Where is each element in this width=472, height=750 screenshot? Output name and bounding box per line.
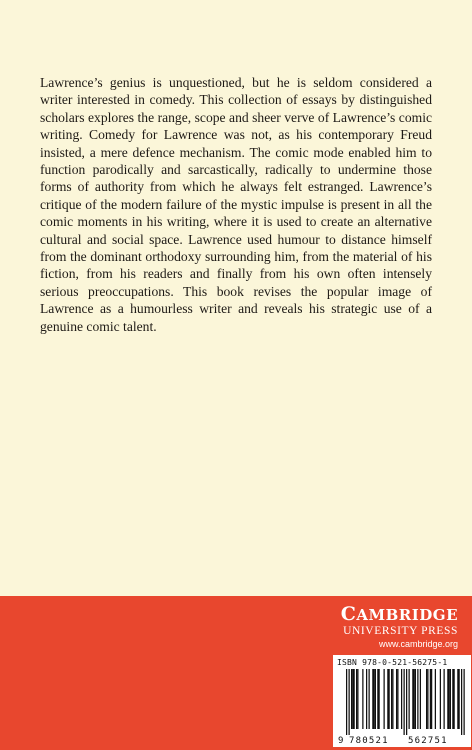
barcode-bar — [397, 669, 398, 729]
barcode-bar — [377, 669, 378, 729]
barcode-bar — [366, 669, 367, 729]
barcode-bar — [440, 669, 441, 729]
publisher-subtitle: UNIVERSITY PRESS — [343, 625, 458, 637]
barcode-bar — [349, 669, 350, 735]
barcode-bar — [447, 669, 448, 729]
barcode-bars — [346, 669, 465, 735]
barcode-bar — [406, 669, 407, 735]
barcode-bar — [417, 669, 418, 729]
publisher-name-initial: C — [340, 603, 357, 625]
barcode-bar — [352, 669, 353, 729]
barcode-panel — [333, 655, 471, 747]
barcode-bar — [450, 669, 451, 729]
barcode-bar — [374, 669, 375, 729]
barcode-bar — [379, 669, 380, 729]
barcode-bar — [464, 669, 465, 735]
barcode-bar — [435, 669, 436, 729]
barcode-bar — [384, 669, 385, 729]
barcode-bar — [420, 669, 421, 729]
barcode-bar — [375, 669, 376, 729]
barcode-left-digits: 780521 — [349, 736, 389, 746]
barcode-bar — [357, 669, 358, 729]
barcode-bar — [431, 669, 432, 729]
barcode-bar — [461, 669, 462, 735]
barcode-right-digits: 562751 — [408, 736, 448, 746]
barcode-bar — [396, 669, 397, 729]
barcode-bar — [392, 669, 393, 729]
barcode-bar — [401, 669, 402, 729]
barcode-bar — [449, 669, 450, 729]
barcode-bar — [356, 669, 357, 729]
barcode-bar — [346, 669, 347, 735]
blurb-text: Lawrence’s genius is unquestioned, but he is seldom considered a writer interested in comedy. This collection of essays by distinguished scholars explores the range, scope and sheer verve of Lawrence’s comic writing. Comedy for Lawrence was not, as his contemporary Freud insisted, a mere defence mechanism. The comic mode enabled him to function parodically and sarcastically, radically to undermine those forms of authority from which he always felt estranged. Lawrence’s critique of the modern failure of the mystic impulse is present in all the comic moments in his writing, where it is used to create an alternative cultural and social space. Lawrence used humour to distance himself from the dominant orthodoxy surrounding him, from the material of his fiction, from his readers and finally from his own often intensely serious preoccupations. This book revises the popular image of Lawrence as a humourless writer and reveals his strategic use of a genuine comic talent. — [40, 75, 432, 334]
barcode-bar — [427, 669, 428, 729]
barcode-bar — [409, 669, 410, 729]
barcode-bar — [389, 669, 390, 729]
barcode-bar — [430, 669, 431, 729]
barcode-icon — [333, 655, 471, 747]
barcode-bar — [351, 669, 352, 729]
barcode-bar — [404, 669, 405, 735]
barcode-bar — [372, 669, 373, 729]
barcode-bar — [452, 669, 453, 729]
isbn-label: ISBN 978-0-521-56275-1 — [337, 658, 448, 667]
publisher-name — [341, 604, 458, 625]
barcode-bar — [415, 669, 416, 729]
barcode-bar — [444, 669, 445, 729]
barcode-bar — [412, 669, 413, 729]
publisher-name-rest: AMBRIDGE — [356, 606, 458, 624]
barcode-bar — [354, 669, 355, 729]
barcode-bar — [362, 669, 363, 729]
publisher-url: www.cambridge.org — [378, 639, 458, 649]
barcode-bar — [391, 669, 392, 729]
barcode-bar — [459, 669, 460, 729]
barcode-bar — [457, 669, 458, 729]
barcode-bar — [426, 669, 427, 729]
barcode-bar — [454, 669, 455, 729]
barcode-first-digit: 9 — [338, 736, 344, 746]
barcode-bar — [387, 669, 388, 729]
barcode-bar — [369, 669, 370, 729]
barcode-bar — [414, 669, 415, 729]
publisher-logo — [341, 604, 458, 650]
